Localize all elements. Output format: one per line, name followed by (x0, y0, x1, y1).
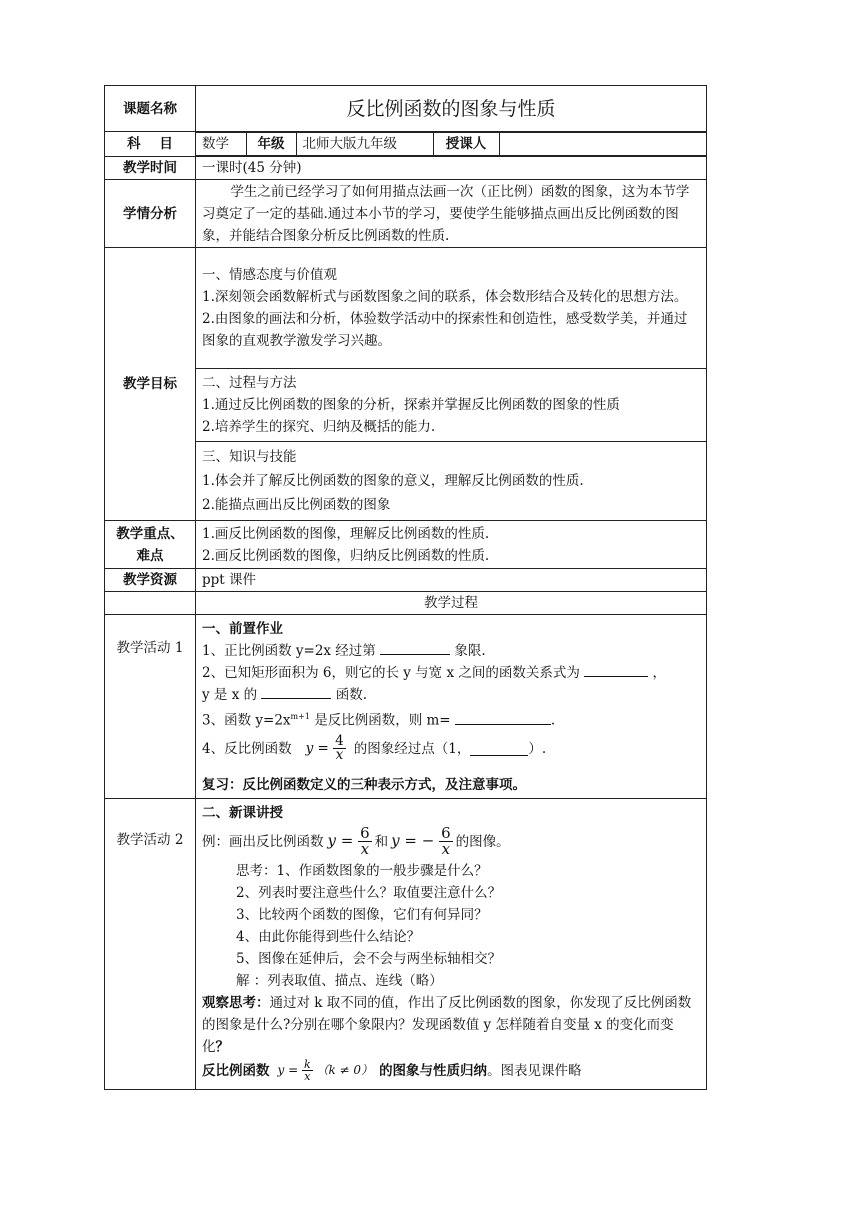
q2-answer-blank[interactable] (584, 662, 648, 677)
formula2-y: y (391, 831, 400, 850)
grade-value: 北师大版九年级 (296, 133, 433, 156)
formula2-denominator: x (441, 840, 451, 858)
lesson-plan-table (104, 85, 707, 1090)
objective-item: 2.培养学生的探究、归纳及概括的能力. (202, 419, 436, 435)
grade-label: 年级 (246, 133, 296, 156)
subject-row (196, 132, 706, 156)
q1-text-end: 象限. (454, 643, 486, 659)
objective-heading: 二、过程与方法 (202, 375, 297, 391)
key-points-label-line1: 教学重点、 (116, 525, 184, 542)
objective-item: 1.体会并了解反比例函数的图象的意义，理解反比例函数的性质. (202, 473, 584, 489)
example-formula-2: y = − $\frac{6}{x}$ (391, 824, 451, 858)
key-points-content (196, 521, 707, 569)
q4-fraction (333, 732, 346, 763)
q4-answer-blank[interactable] (470, 741, 528, 756)
activity2-label: 教学活动 2 (105, 798, 196, 1089)
example-text-end: 的图像。 (455, 833, 510, 850)
think-question: 思考：1、作函数图象的一般步骤是什么？ (236, 862, 488, 879)
summary-formula: y = $\frac{k}{x}$ （k ≠ 0） (277, 1058, 374, 1083)
analysis-label: 学情分析 (105, 180, 196, 248)
analysis-text: 学生之前已经学习了如何用描点法画一次（正比例）函数的图象，这为本节学习奠定了一定的基础.通过本小节的学习，要使学生能够描点画出反比例函数的图象，并能结合图象分析反比例函数的性质. (196, 180, 707, 248)
key-point-item: 2.画反比例函数的图像，归纳反比例函数的性质. (202, 547, 490, 564)
q1-answer-blank[interactable] (380, 640, 450, 655)
activity2-heading: 二、新课讲授 (202, 804, 283, 821)
summary-text-end: 。图表见课件略 (487, 1062, 582, 1079)
solution-note: 解 ：列表取值、描点、连线（略） (236, 972, 443, 989)
objective-item: 2.由图象的画法和分析，体验数学活动中的探索性和创造性，感受数学美，并通过图象的直观教学激发学习兴趣。 (202, 311, 688, 349)
formula2-numerator: 6 (441, 824, 451, 842)
course-title: 反比例函数的图象与性质 (196, 86, 707, 132)
formula2-fraction (439, 826, 453, 857)
q1-text: 1、正比例函数 y=2x 经过第 (202, 643, 376, 659)
objectives-section-1 (196, 248, 707, 369)
activity1-review: 复习：反比例函数定义的三种表示方式，及注意事项。 (202, 776, 526, 793)
q2-type-blank[interactable] (261, 684, 331, 699)
objective-item: 1.通过反比例函数的图象的分析，探索并掌握反比例函数的图象的性质 (202, 397, 620, 413)
q4-fraction-denominator: x (335, 747, 344, 763)
think-question: 5、图像在延伸后，会不会与两坐标轴相交？ (236, 950, 502, 967)
q3-text: 3、函数 y=2x (202, 712, 291, 729)
objective-item: 1.深刻领会函数解析式与函数图象之间的联系，体会数形结合及转化的思想方法。 (202, 289, 688, 305)
teacher-label: 授课人 (433, 133, 499, 156)
think-question: 3、比较两个函数的图像，它们有何异同？ (236, 906, 488, 923)
course-name-label: 课题名称 (105, 86, 196, 132)
activity1-heading: 一、前置作业 (202, 621, 283, 637)
resources-label: 教学资源 (105, 569, 196, 592)
q2-text-end: 函数. (335, 687, 368, 703)
summary-condition: （k ≠ 0） (316, 1063, 374, 1077)
activity2-content (196, 798, 707, 1089)
summary-text: 反比例函数 (202, 1062, 270, 1079)
q4-formula-y: y (305, 740, 314, 756)
summary-numerator: k (303, 1058, 311, 1071)
teacher-value (499, 133, 706, 156)
observe-label: 观察思考： (202, 994, 270, 1011)
formula1-y: y (327, 831, 336, 850)
activity1-q2-cont (202, 684, 700, 706)
q2-comma: ， (652, 665, 666, 681)
formula1-denominator: x (360, 840, 370, 858)
activity2-example (202, 824, 700, 860)
activity1-label: 教学活动 1 (105, 615, 196, 799)
q3-exponent: m+1 (290, 712, 310, 721)
objectives-label: 教学目标 (105, 248, 196, 521)
q4-formula: y = $\frac{4}{x}$ (305, 732, 344, 763)
key-points-label-line2: 难点 (136, 547, 164, 564)
formula1-numerator: 6 (360, 824, 370, 842)
q2-text: 2、已知矩形面积为 6，则它的长 y 与宽 x 之间的函数关系式为 (202, 665, 580, 681)
summary-text-bold: 的图象与性质归纳 (379, 1062, 488, 1079)
observe-text: 通过对 k 取不同的值，作出了反比例函数的图象，你发现了反比例函数的图象是什么?分别在哪个象限内？发现函数值 y 怎样随着自变量 x 的变化而变化 (202, 994, 692, 1055)
time-label: 教学时间 (105, 157, 196, 180)
objective-heading: 三、知识与技能 (202, 449, 297, 465)
observe-question-mark: ？ (215, 1038, 229, 1055)
objective-heading: 一、情感态度与价值观 (202, 267, 337, 283)
example-and: 和 (374, 833, 389, 850)
summary-fraction (302, 1059, 313, 1082)
process-heading: 教学过程 (196, 592, 707, 615)
key-points-label (105, 521, 196, 569)
q2-text-cont: y 是 x 的 (202, 687, 258, 703)
activity1-content (196, 615, 707, 799)
formula1-fraction (358, 826, 372, 857)
objective-item: 2.能描点画出反比例函数的图象 (202, 497, 391, 513)
q4-fraction-numerator: 4 (335, 732, 344, 749)
q3-text-end: . (550, 712, 556, 729)
think-question: 4、由此你能得到些什么结论？ (236, 928, 421, 945)
think-question: 2、列表时要注意些什么？取值要注意什么？ (236, 884, 502, 901)
activity1-q3 (202, 706, 700, 732)
key-point-item: 1.画反比例函数的图像，理解反比例函数的性质. (202, 525, 490, 542)
activity1-q2 (202, 662, 700, 684)
objectives-section-2 (196, 369, 707, 442)
time-value: 一课时(45 分钟) (196, 157, 707, 180)
q3-text-mid: 是反比例函数，则 m= (314, 712, 451, 729)
example-formula-1: y = $\frac{6}{x}$ (327, 824, 370, 858)
q4-text-mid: 的图象经过点（1， (353, 740, 471, 757)
subject-label: 科 目 (105, 132, 196, 157)
summary-denominator: x (304, 1070, 311, 1083)
activity1-q4 (202, 732, 700, 766)
example-text: 例：画出反比例函数 (202, 833, 324, 850)
summary-formula-y: y (277, 1063, 285, 1077)
subject-value: 数学 (196, 133, 246, 156)
q3-answer-blank[interactable] (455, 710, 551, 725)
resources-value: ppt 课件 (196, 569, 707, 592)
q4-text-end: ）. (528, 740, 547, 757)
q4-text: 4、反比例函数 (202, 740, 292, 757)
objectives-section-3 (196, 442, 707, 521)
summary-line (202, 1058, 700, 1084)
observe-paragraph (202, 992, 700, 1058)
activity1-q1 (202, 640, 700, 662)
